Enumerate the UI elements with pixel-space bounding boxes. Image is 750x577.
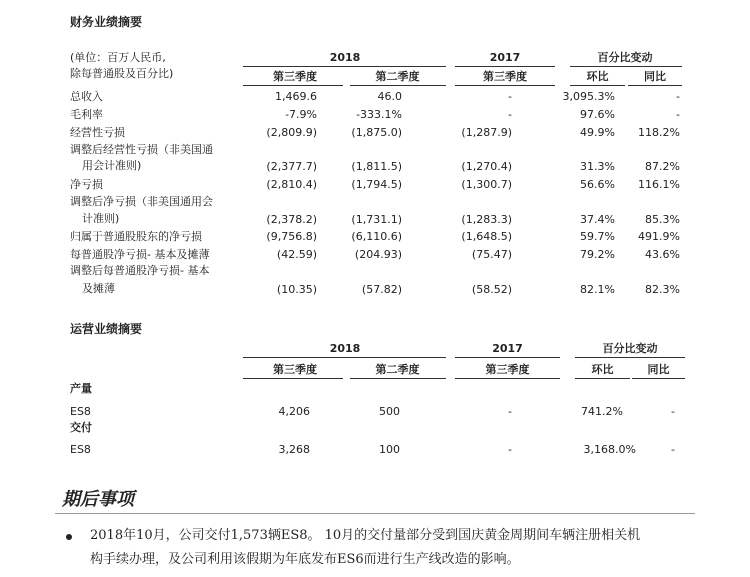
qoq-header: 环比 xyxy=(586,70,609,83)
cell-eps-yoy: 43.6% xyxy=(645,248,680,261)
cell-aeps-q2: (57.82) xyxy=(361,283,402,296)
delivery-row-label: ES8 xyxy=(70,443,91,456)
row-label-adj-operating-loss: 调整后经营性亏损（非美国通 xyxy=(70,143,213,156)
cell-anl-q3: (2,378.2) xyxy=(266,213,317,226)
op-rule-yoy xyxy=(632,378,685,379)
production-q3-2017: - xyxy=(508,405,512,418)
cell-aeps-q3: (10.35) xyxy=(276,283,317,296)
cell-ol-q3: (2,809.9) xyxy=(266,126,317,139)
yoy-header: 同比 xyxy=(644,70,666,83)
cell-eps-q3: (42.59) xyxy=(276,248,317,261)
op-rule-q3 xyxy=(243,378,343,379)
op-rule-q2 xyxy=(350,378,446,379)
rule-2017 xyxy=(455,66,555,67)
subsequent-events-heading: 期后事项 xyxy=(62,489,134,510)
op-q3-2018-header: 第三季度 xyxy=(273,363,317,376)
cell-anl-yoy: 85.3% xyxy=(645,213,680,226)
row-label-adj-eps: 调整后每普通股净亏损- 基本 xyxy=(70,264,210,277)
cell-aol-q3-2017: (1,270.4) xyxy=(461,160,512,173)
row-label-gross-margin: 毛利率 xyxy=(70,108,103,121)
cell-anl-qoq: 37.4% xyxy=(580,213,615,226)
cell-eps-q3-2017: (75.47) xyxy=(471,248,512,261)
cell-aol-q2: (1,811.5) xyxy=(351,160,402,173)
delivery-label: 交付 xyxy=(70,421,92,434)
row-label-adj-eps-cont: 及摊薄 xyxy=(82,282,115,295)
cell-revenue-yoy: - xyxy=(676,90,680,103)
cell-ol-q3-2017: (1,287.9) xyxy=(461,126,512,139)
cell-aol-q3: (2,377.7) xyxy=(266,160,317,173)
row-label-adj-net-loss-cont: 计准则) xyxy=(82,212,120,225)
op-yoy-header: 同比 xyxy=(647,363,670,376)
production-label: 产量 xyxy=(70,382,92,395)
cell-ol-q2: (1,875.0) xyxy=(351,126,402,139)
cell-nl-q3: (2,810.4) xyxy=(266,178,317,191)
rule-2018 xyxy=(243,66,446,67)
q2-2018-header: 第二季度 xyxy=(375,70,420,83)
cell-gm-yoy: - xyxy=(676,108,680,121)
row-label-revenue: 总收入 xyxy=(70,90,103,103)
cell-anl-q3-2017: (1,283.3) xyxy=(461,213,512,226)
op-q2-2018-header: 第二季度 xyxy=(375,363,420,376)
cell-eps-qoq: 79.2% xyxy=(580,248,615,261)
op-year-2017-header: 2017 xyxy=(492,342,523,355)
row-label-net-loss-common: 归属于普通股股东的净亏损 xyxy=(70,230,202,243)
cell-ol-yoy: 118.2% xyxy=(638,126,680,139)
op-year-2018-header: 2018 xyxy=(329,342,361,355)
cell-revenue-qoq: 3,095.3% xyxy=(562,90,615,103)
cell-aol-qoq: 31.3% xyxy=(580,160,615,173)
cell-nlc-qoq: 59.7% xyxy=(580,230,615,243)
year-2018-header: 2018 xyxy=(329,51,361,64)
delivery-q2: 100 xyxy=(379,443,400,456)
op-rule-pct xyxy=(575,357,685,358)
rule-yoy xyxy=(628,85,682,86)
delivery-q3: 3,268 xyxy=(278,443,310,456)
op-rule-2018 xyxy=(243,357,446,358)
production-row-label: ES8 xyxy=(70,405,91,418)
cell-gm-q3-2017: - xyxy=(508,108,512,121)
cell-anl-q2: (1,731.1) xyxy=(351,213,402,226)
rule-q3-2017 xyxy=(455,85,555,86)
op-pct-change-header: 百分比变动 xyxy=(602,342,658,355)
delivery-yoy: - xyxy=(671,443,675,456)
cell-gm-q3: -7.9% xyxy=(285,108,317,121)
production-yoy: - xyxy=(671,405,675,418)
rule-q2 xyxy=(350,85,446,86)
cell-nl-q3-2017: (1,300.7) xyxy=(461,178,512,191)
operating-summary-title: 运营业绩摘要 xyxy=(70,322,143,336)
cell-nl-qoq: 56.6% xyxy=(580,178,615,191)
production-qoq: 741.2% xyxy=(581,405,623,418)
cell-gm-q2: -333.1% xyxy=(356,108,402,121)
delivery-qoq: 3,168.0% xyxy=(583,443,636,456)
cell-nlc-q3: (9,756.8) xyxy=(266,230,317,243)
row-label-adj-net-loss: 调整后净亏损（非美国通用会 xyxy=(70,195,213,208)
q3-2017-header: 第三季度 xyxy=(483,70,527,83)
cell-aeps-q3-2017: (58.52) xyxy=(471,283,512,296)
bullet-dot-icon xyxy=(66,534,72,540)
production-q3: 4,206 xyxy=(278,405,310,418)
op-rule-q3-2017 xyxy=(455,378,560,379)
cell-eps-q2: (204.93) xyxy=(354,248,402,261)
pct-change-header: 百分比变动 xyxy=(597,51,653,64)
year-2017-header: 2017 xyxy=(489,51,521,64)
cell-nl-yoy: 116.1% xyxy=(638,178,680,191)
q3-2018-header: 第三季度 xyxy=(273,70,317,83)
section-divider xyxy=(55,513,695,514)
cell-aeps-qoq: 82.1% xyxy=(580,283,615,296)
cell-aeps-yoy: 82.3% xyxy=(645,283,680,296)
cell-ol-qoq: 49.9% xyxy=(580,126,615,139)
rule-pct xyxy=(570,66,682,67)
row-label-operating-loss: 经营性亏损 xyxy=(70,126,125,139)
row-label-adj-operating-loss-cont: 用会计准则) xyxy=(82,159,142,172)
unit-label-line1: (单位：百万人民币, xyxy=(70,51,166,64)
cell-nlc-yoy: 491.9% xyxy=(638,230,680,243)
cell-nlc-q2: (6,110.6) xyxy=(351,230,402,243)
subsequent-bullet-line2: 构手续办理，及公司利用该假期为年底发布ES6而进行生产线改造的影响。 xyxy=(90,552,520,567)
cell-nl-q2: (1,794.5) xyxy=(351,178,402,191)
row-label-eps: 每普通股净亏损- 基本及摊薄 xyxy=(70,248,210,261)
rule-q3 xyxy=(243,85,343,86)
op-q3-2017-header: 第三季度 xyxy=(485,363,530,376)
financial-summary-title: 财务业绩摘要 xyxy=(70,15,143,29)
cell-gm-qoq: 97.6% xyxy=(580,108,615,121)
cell-revenue-q3: 1,469.6 xyxy=(275,90,317,103)
cell-nlc-q3-2017: (1,648.5) xyxy=(461,230,512,243)
subsequent-bullet-line1: 2018年10月，公司交付1,573辆ES8。 10月的交付量部分受到国庆黄金周期间车辆注册相关机 xyxy=(90,528,641,543)
op-rule-qoq xyxy=(575,378,630,379)
unit-label-line2: 除每普通股及百分比) xyxy=(70,67,174,80)
op-rule-2017 xyxy=(455,357,560,358)
op-qoq-header: 环比 xyxy=(591,363,614,376)
delivery-q3-2017: - xyxy=(508,443,512,456)
cell-revenue-q2: 46.0 xyxy=(377,90,402,103)
row-label-net-loss: 净亏损 xyxy=(70,178,103,191)
cell-aol-yoy: 87.2% xyxy=(645,160,680,173)
cell-revenue-q3-2017: - xyxy=(508,90,512,103)
production-q2: 500 xyxy=(379,405,400,418)
rule-qoq xyxy=(570,85,625,86)
